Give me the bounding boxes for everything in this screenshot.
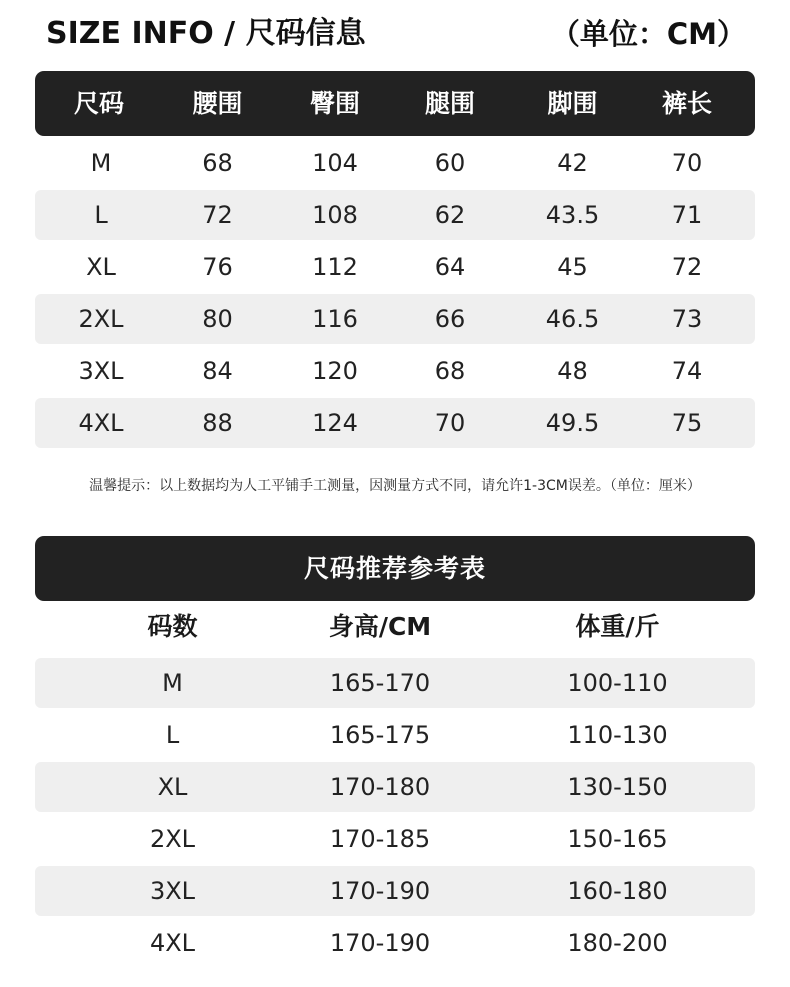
table-cell: 84 (202, 357, 233, 385)
table-cell: 100-110 (567, 669, 668, 697)
table-cell: 45 (557, 253, 588, 281)
table-row (35, 866, 755, 916)
table-cell: 130-150 (567, 773, 668, 801)
table-cell: 74 (671, 357, 703, 385)
table-cell: 108 (312, 201, 358, 229)
table-cell: 112 (312, 253, 358, 281)
table-cell: L (94, 201, 108, 229)
table-row (35, 242, 755, 292)
table-row (35, 190, 755, 240)
table-cell: 104 (312, 149, 358, 177)
table-cell: 170-190 (329, 877, 431, 905)
recommend-table-header (35, 603, 755, 651)
table-cell: 3XL (78, 357, 124, 385)
table-cell: 71 (671, 201, 703, 229)
table-row (35, 294, 755, 344)
table-cell: 42 (557, 149, 588, 177)
table-cell: 49.5 (545, 409, 600, 437)
column-header-size: 尺码 (73, 89, 124, 118)
recommend-table-title: 尺码推荐参考表 (35, 536, 755, 601)
table-cell: XL (157, 773, 188, 801)
table-cell: 124 (312, 409, 358, 437)
table-cell: 46.5 (545, 305, 600, 333)
column-header-weight: 体重/斤 (575, 612, 660, 641)
table-cell: 4XL (149, 929, 196, 957)
table-cell: 75 (671, 409, 703, 437)
table-cell: 2XL (78, 305, 124, 333)
table-row (35, 814, 755, 864)
table-cell: 170-190 (329, 929, 431, 957)
column-header-size-code: 码数 (147, 612, 198, 641)
table-cell: 73 (671, 305, 703, 333)
table-cell: 88 (202, 409, 233, 437)
table-cell: 165-170 (329, 669, 431, 697)
table-row (35, 346, 755, 396)
table-cell: 150-165 (567, 825, 668, 853)
table-cell: M (90, 149, 112, 177)
table-cell: 68 (434, 357, 466, 385)
table-cell: 110-130 (567, 721, 668, 749)
table-row (35, 398, 755, 448)
table-cell: 72 (202, 201, 233, 229)
table-row (35, 658, 755, 708)
table-row (35, 918, 755, 968)
table-cell: 120 (312, 357, 358, 385)
table-cell: 2XL (149, 825, 196, 853)
table-cell: 4XL (78, 409, 124, 437)
column-header-height: 身高/CM (328, 612, 432, 641)
table-cell: 48 (557, 357, 588, 385)
size-table-header (35, 71, 755, 136)
table-cell: 64 (434, 253, 466, 281)
column-header-waist: 腰围 (192, 89, 243, 118)
table-row (35, 710, 755, 760)
table-cell: 80 (202, 305, 233, 333)
table-cell: M (162, 669, 183, 697)
table-cell: 72 (671, 253, 703, 281)
table-cell: 43.5 (545, 201, 600, 229)
table-row (35, 138, 755, 188)
table-row (35, 762, 755, 812)
column-header-thigh: 腿围 (424, 89, 475, 118)
table-cell: 66 (434, 305, 466, 333)
table-cell: 76 (202, 253, 233, 281)
table-cell: 70 (434, 409, 466, 437)
measurement-note: 温馨提示：以上数据均为人工平铺手工测量，因测量方式不同，请允许1-3CM误差。（单位：厘米） (89, 478, 701, 494)
table-cell: 60 (434, 149, 466, 177)
table-cell: 68 (202, 149, 233, 177)
page-title: SIZE INFO / 尺码信息 (46, 16, 366, 51)
table-cell: 62 (434, 201, 466, 229)
column-header-leg-opening: 脚围 (547, 89, 598, 118)
table-cell: 170-180 (329, 773, 431, 801)
table-cell: XL (86, 253, 116, 281)
table-cell: 165-175 (329, 721, 431, 749)
table-cell: 180-200 (567, 929, 668, 957)
table-cell: L (165, 721, 180, 749)
table-cell: 116 (312, 305, 358, 333)
table-cell: 3XL (149, 877, 196, 905)
table-cell: 70 (671, 149, 703, 177)
column-header-length: 裤长 (661, 89, 712, 118)
column-header-hip: 臀围 (309, 89, 360, 118)
unit-label: （单位：CM） (550, 17, 746, 51)
table-cell: 170-185 (329, 825, 431, 853)
table-cell: 160-180 (567, 877, 668, 905)
